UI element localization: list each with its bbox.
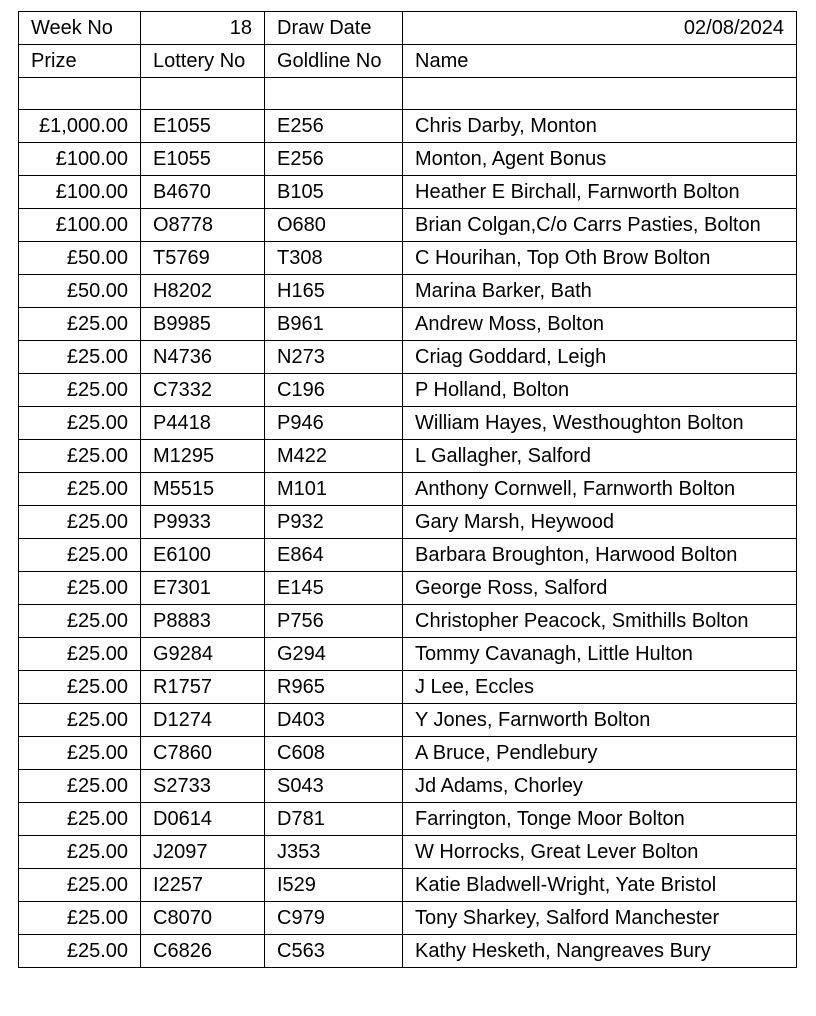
name-cell: Marina Barker, Bath <box>403 275 797 308</box>
lottery-no-cell: P9933 <box>141 506 265 539</box>
name-cell: Anthony Cornwell, Farnworth Bolton <box>403 473 797 506</box>
week-label: Week No <box>19 12 141 45</box>
goldline-no-cell: T308 <box>265 242 403 275</box>
goldline-no-cell: P756 <box>265 605 403 638</box>
lottery-no-cell: C7332 <box>141 374 265 407</box>
table-row <box>19 110 797 143</box>
lottery-no-cell: O8778 <box>141 209 265 242</box>
prize-cell: £25.00 <box>19 770 141 803</box>
table-row <box>19 737 797 770</box>
goldline-no-cell: H165 <box>265 275 403 308</box>
lottery-no-cell: N4736 <box>141 341 265 374</box>
prize-cell: £100.00 <box>19 176 141 209</box>
empty-row <box>19 78 797 110</box>
prize-cell: £25.00 <box>19 473 141 506</box>
name-cell: Tommy Cavanagh, Little Hulton <box>403 638 797 671</box>
goldline-no-cell: E145 <box>265 572 403 605</box>
name-cell: Y Jones, Farnworth Bolton <box>403 704 797 737</box>
name-cell: Chris Darby, Monton <box>403 110 797 143</box>
table-row <box>19 143 797 176</box>
column-header-prize: Prize <box>19 45 141 78</box>
table-row <box>19 902 797 935</box>
prize-cell: £25.00 <box>19 704 141 737</box>
goldline-no-cell: P946 <box>265 407 403 440</box>
table-row <box>19 803 797 836</box>
goldline-no-cell: J353 <box>265 836 403 869</box>
draw-date-value: 02/08/2024 <box>403 12 797 45</box>
goldline-no-cell: R965 <box>265 671 403 704</box>
lottery-no-cell: C8070 <box>141 902 265 935</box>
lottery-no-cell: B9985 <box>141 308 265 341</box>
lottery-no-cell: P4418 <box>141 407 265 440</box>
goldline-no-cell: D403 <box>265 704 403 737</box>
goldline-no-cell: M101 <box>265 473 403 506</box>
name-cell: Katie Bladwell-Wright, Yate Bristol <box>403 869 797 902</box>
lottery-no-cell: P8883 <box>141 605 265 638</box>
prize-cell: £25.00 <box>19 671 141 704</box>
draw-date-label: Draw Date <box>265 12 403 45</box>
prize-cell: £25.00 <box>19 605 141 638</box>
lottery-no-cell: M5515 <box>141 473 265 506</box>
prize-cell: £25.00 <box>19 803 141 836</box>
week-value: 18 <box>141 12 265 45</box>
name-cell: William Hayes, Westhoughton Bolton <box>403 407 797 440</box>
lottery-no-cell: D1274 <box>141 704 265 737</box>
goldline-no-cell: B961 <box>265 308 403 341</box>
table-row <box>19 473 797 506</box>
name-cell: L Gallagher, Salford <box>403 440 797 473</box>
lottery-no-cell: R1757 <box>141 671 265 704</box>
name-cell: Criag Goddard, Leigh <box>403 341 797 374</box>
table-row <box>19 341 797 374</box>
name-cell: Jd Adams, Chorley <box>403 770 797 803</box>
prize-cell: £100.00 <box>19 143 141 176</box>
prize-cell: £25.00 <box>19 440 141 473</box>
header-row-week <box>19 12 797 45</box>
table-row <box>19 407 797 440</box>
table-row <box>19 935 797 968</box>
lottery-no-cell: J2097 <box>141 836 265 869</box>
lottery-no-cell: E1055 <box>141 143 265 176</box>
table-row <box>19 209 797 242</box>
name-cell: W Horrocks, Great Lever Bolton <box>403 836 797 869</box>
lottery-no-cell: E7301 <box>141 572 265 605</box>
lottery-no-cell: B4670 <box>141 176 265 209</box>
table-row <box>19 572 797 605</box>
lottery-no-cell: G9284 <box>141 638 265 671</box>
column-header-row <box>19 45 797 78</box>
prize-cell: £100.00 <box>19 209 141 242</box>
name-cell: Gary Marsh, Heywood <box>403 506 797 539</box>
name-cell: Brian Colgan,C/o Carrs Pasties, Bolton <box>403 209 797 242</box>
name-cell: Monton, Agent Bonus <box>403 143 797 176</box>
name-cell: Tony Sharkey, Salford Manchester <box>403 902 797 935</box>
name-cell: Andrew Moss, Bolton <box>403 308 797 341</box>
table-row <box>19 242 797 275</box>
prize-cell: £25.00 <box>19 506 141 539</box>
goldline-no-cell: C563 <box>265 935 403 968</box>
lottery-no-cell: S2733 <box>141 770 265 803</box>
empty-cell <box>265 78 403 110</box>
goldline-no-cell: I529 <box>265 869 403 902</box>
column-header-lottery-no: Lottery No <box>141 45 265 78</box>
goldline-no-cell: E256 <box>265 110 403 143</box>
prize-cell: £25.00 <box>19 572 141 605</box>
lottery-no-cell: E6100 <box>141 539 265 572</box>
name-cell: Christopher Peacock, Smithills Bolton <box>403 605 797 638</box>
lottery-no-cell: H8202 <box>141 275 265 308</box>
goldline-no-cell: D781 <box>265 803 403 836</box>
name-cell: Barbara Broughton, Harwood Bolton <box>403 539 797 572</box>
goldline-no-cell: G294 <box>265 638 403 671</box>
goldline-no-cell: B105 <box>265 176 403 209</box>
name-cell: C Hourihan, Top Oth Brow Bolton <box>403 242 797 275</box>
table-row <box>19 308 797 341</box>
goldline-no-cell: C979 <box>265 902 403 935</box>
table-row <box>19 770 797 803</box>
goldline-no-cell: O680 <box>265 209 403 242</box>
table-row <box>19 704 797 737</box>
goldline-no-cell: P932 <box>265 506 403 539</box>
empty-cell <box>19 78 141 110</box>
prize-cell: £25.00 <box>19 638 141 671</box>
lottery-no-cell: D0614 <box>141 803 265 836</box>
table-row <box>19 638 797 671</box>
goldline-no-cell: S043 <box>265 770 403 803</box>
prize-cell: £50.00 <box>19 275 141 308</box>
prize-cell: £25.00 <box>19 539 141 572</box>
goldline-no-cell: C608 <box>265 737 403 770</box>
table-row <box>19 869 797 902</box>
prize-cell: £25.00 <box>19 869 141 902</box>
table-row <box>19 440 797 473</box>
lottery-no-cell: M1295 <box>141 440 265 473</box>
table-row <box>19 176 797 209</box>
name-cell: A Bruce, Pendlebury <box>403 737 797 770</box>
prize-cell: £25.00 <box>19 407 141 440</box>
name-cell: Kathy Hesketh, Nangreaves Bury <box>403 935 797 968</box>
prize-cell: £50.00 <box>19 242 141 275</box>
lottery-no-cell: I2257 <box>141 869 265 902</box>
prize-cell: £1,000.00 <box>19 110 141 143</box>
column-header-name: Name <box>403 45 797 78</box>
name-cell: J Lee, Eccles <box>403 671 797 704</box>
name-cell: George Ross, Salford <box>403 572 797 605</box>
prize-cell: £25.00 <box>19 308 141 341</box>
empty-cell <box>141 78 265 110</box>
prize-cell: £25.00 <box>19 737 141 770</box>
lottery-no-cell: C6826 <box>141 935 265 968</box>
goldline-no-cell: M422 <box>265 440 403 473</box>
table-row <box>19 671 797 704</box>
lottery-no-cell: C7860 <box>141 737 265 770</box>
name-cell: Heather E Birchall, Farnworth Bolton <box>403 176 797 209</box>
table-row <box>19 539 797 572</box>
prize-cell: £25.00 <box>19 935 141 968</box>
prize-cell: £25.00 <box>19 374 141 407</box>
goldline-no-cell: C196 <box>265 374 403 407</box>
results-table-body <box>19 12 797 968</box>
column-header-goldline-no: Goldline No <box>265 45 403 78</box>
empty-cell <box>403 78 797 110</box>
lottery-no-cell: T5769 <box>141 242 265 275</box>
lottery-no-cell: E1055 <box>141 110 265 143</box>
name-cell: Farrington, Tonge Moor Bolton <box>403 803 797 836</box>
goldline-no-cell: N273 <box>265 341 403 374</box>
table-row <box>19 836 797 869</box>
goldline-no-cell: E256 <box>265 143 403 176</box>
prize-cell: £25.00 <box>19 341 141 374</box>
table-row <box>19 374 797 407</box>
goldline-no-cell: E864 <box>265 539 403 572</box>
results-table <box>18 11 797 968</box>
table-row <box>19 275 797 308</box>
prize-cell: £25.00 <box>19 902 141 935</box>
table-row <box>19 506 797 539</box>
prize-cell: £25.00 <box>19 836 141 869</box>
name-cell: P Holland, Bolton <box>403 374 797 407</box>
table-row <box>19 605 797 638</box>
